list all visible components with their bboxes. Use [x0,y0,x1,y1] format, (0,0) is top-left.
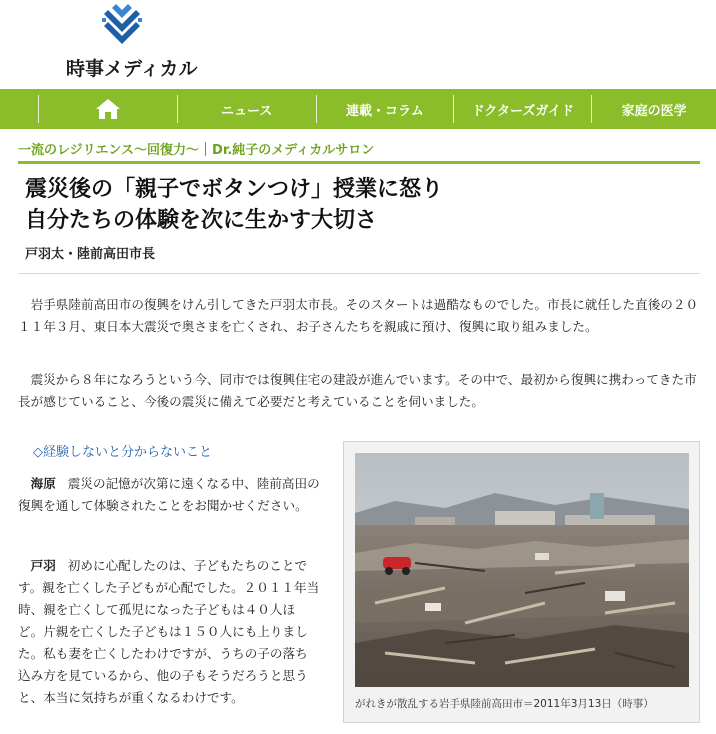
interview-question-1 [18,473,320,517]
photo-card [343,441,700,723]
nav-columns[interactable]: 連載・コラム [346,103,424,119]
photo-caption: がれきが散乱する岩手県陸前高田市＝2011年3月13日（時事） [355,698,654,710]
home-icon [95,98,121,120]
nav-home-medicine[interactable]: 家庭の医学 [621,103,687,119]
article-byline: 戸羽太・陸前高田市長 [25,247,156,262]
title-line-1: 震災後の「親子でボタンつけ」授業に怒り [25,177,444,202]
logo-text: 時事メディカル [66,58,198,80]
column-category-link[interactable]: 一流のレジリエンス〜回復力〜｜Dr.純子のメディカルサロン [18,143,375,158]
nav-home[interactable] [39,89,177,129]
site-logo[interactable] [66,4,206,84]
jiji-logo-icon [98,4,146,52]
answer-text: 初めに心配したのは、子どもたちのことです。親を亡くした子どもが心配でした。２０１１年当時、親を亡くして孤児になった子どもは４０人ほど。片親を亡くした子どもは１５０人にも上りました。私も妻を亡くしたわけですが、うちの子の落ち込み方を見ているから、他の子もそうだろうと思うと、本当に気持ちが重くなるわけです。 [18,558,320,705]
disaster-photo-image [355,453,689,687]
section-heading: ◇経験しないと分からないこと [33,445,212,460]
nav-doctors-guide[interactable]: ドクターズガイド [471,103,575,119]
rubble-photo[interactable] [355,453,689,687]
article-title [25,174,685,236]
nav-news[interactable]: ニュース [220,103,273,119]
category-divider [18,161,700,164]
interview-answer-1 [18,555,320,709]
intro-paragraph-2: 震災から８年になろうという今、同市では復興住宅の建設が進んでいます。その中で、最初から復興に携わってきた市長が感じていること、今後の震災に備えて必要だと考えていることを伺いました。 [18,372,697,409]
title-line-2: 自分たちの体験を次に生かす大切さ [25,208,378,233]
intro-paragraph-1: 岩手県陸前高田市の復興をけん引してきた戸羽太市長。そのスタートは過酷なものでした。市長に就任した直後の２０１１年３月、東日本大震災で奥さまを亡くされ、お子さんたちを親戚に預け、復興に取り組みました。 [18,297,699,334]
title-divider [18,273,700,274]
question-text: 震災の記憶が次第に遠くなる中、陸前高田の復興を通して体験されたことをお聞かせください。 [18,476,320,513]
main-nav [0,89,716,129]
respondent-name: 戸羽 [30,558,56,573]
interviewer-name: 海原 [30,476,56,491]
